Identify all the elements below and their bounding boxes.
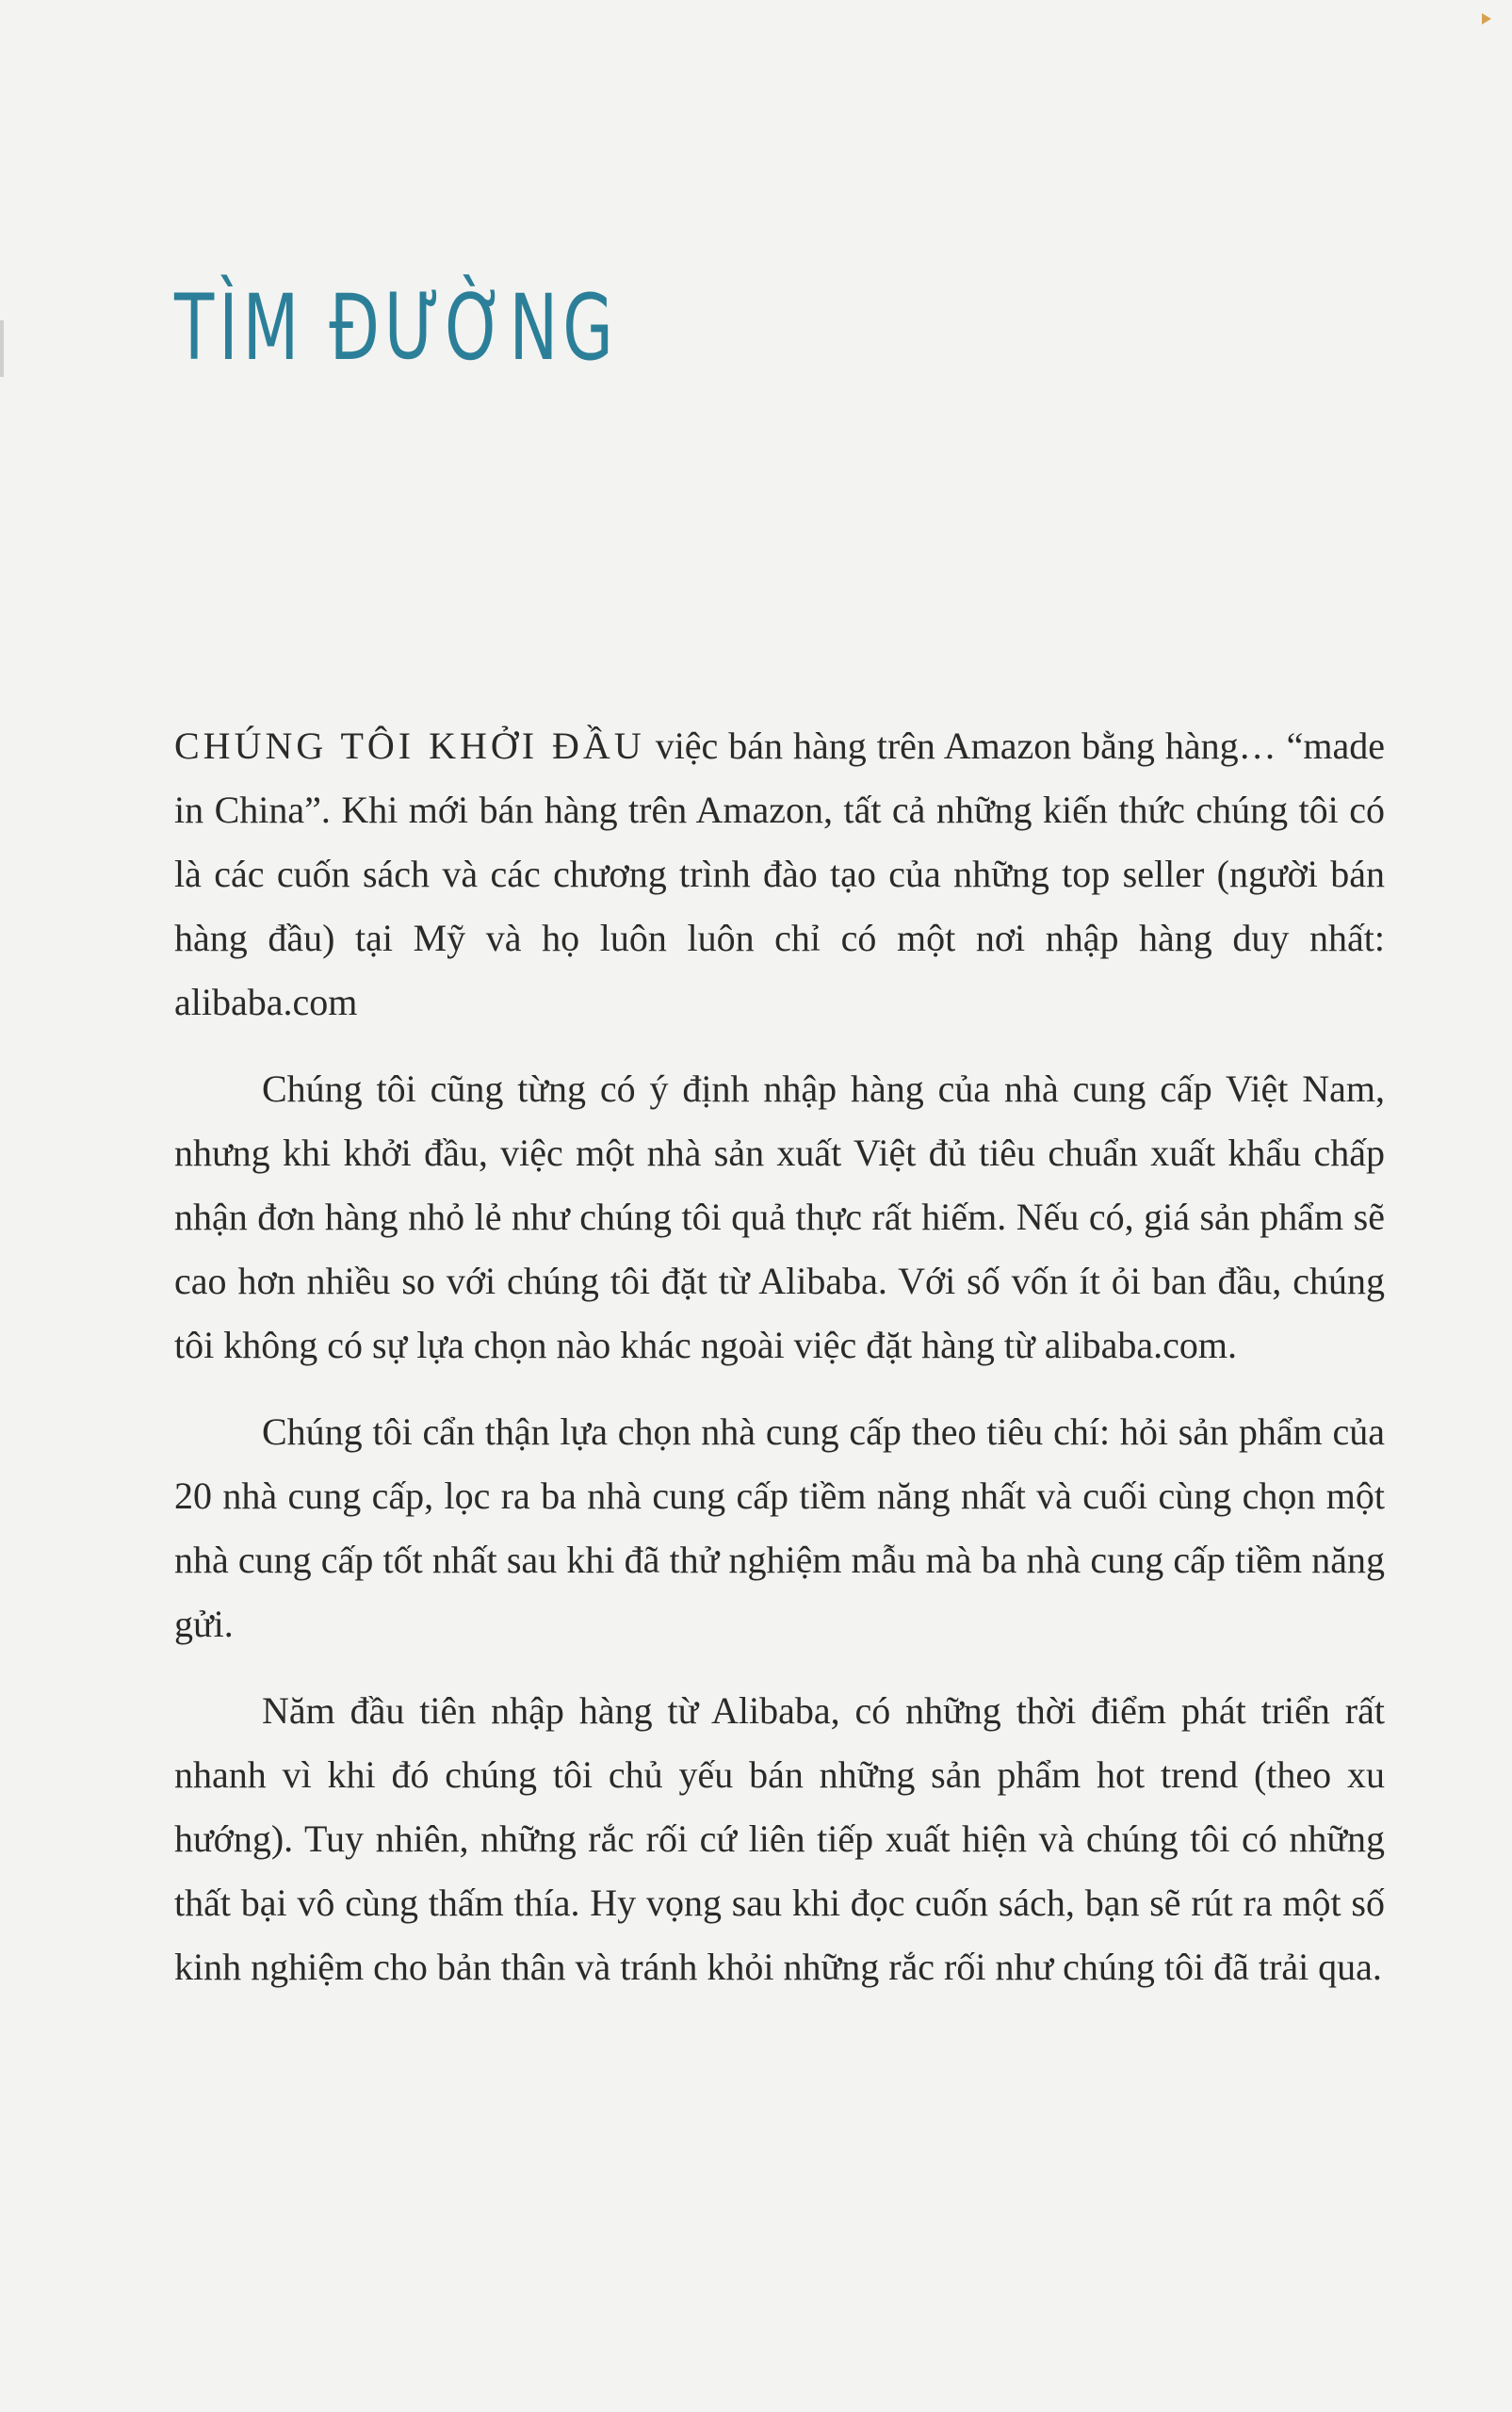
paragraph-4: Năm đầu tiên nhập hàng từ Alibaba, có những thời điểm phát triển rất nhanh vì khi đó chúng tôi chủ yếu bán những sản phẩm hot trend (theo xu hướng). Tuy nhiên, những rắc rối cứ liên tiếp xuất hiện và chúng tôi có những thất bại vô cùng thấm thía. Hy vọng sau khi đọc cuốn sách, bạn sẽ rút ra một số kinh nghiệm cho bản thân và tránh khỏi những rắc rối như chúng tôi đã trải qua.: [174, 1689, 1385, 1988]
paragraph-2: Chúng tôi cũng từng có ý định nhập hàng của nhà cung cấp Việt Nam, nhưng khi khởi đầu, việc một nhà sản xuất Việt đủ tiêu chuẩn xuất khẩu chấp nhận đơn hàng nhỏ lẻ như chúng tôi quả thực rất hiếm. Nếu có, giá sản phẩm sẽ cao hơn nhiều so với chúng tôi đặt từ Alibaba. Với số vốn ít ỏi ban đầu, chúng tôi không có sự lựa chọn nào khác ngoài việc đặt hàng từ alibaba.com.: [174, 1067, 1385, 1366]
corner-marker-icon: [1482, 13, 1491, 24]
lead-in-small-caps: CHÚNG TÔI KHỞI ĐẦU: [174, 725, 645, 767]
paragraph-1-text: việc bán hàng trên Amazon bằng hàng… “made in China”. Khi mới bán hàng trên Amazon, tất cả những kiến thức chúng tôi có là các cuốn sách và các chương trình đào tạo của những top seller (người bán hàng đầu) tại Mỹ và họ luôn luôn chỉ có một nơi nhập hàng duy nhất: alibaba.com: [174, 725, 1386, 1023]
chapter-title: TÌM ĐƯỜNG: [174, 275, 618, 381]
chapter-body: [174, 714, 1385, 1999]
page-edge-mark: [0, 320, 4, 377]
paragraph-3: Chúng tôi cẩn thận lựa chọn nhà cung cấp theo tiêu chí: hỏi sản phẩm của 20 nhà cung cấp, lọc ra ba nhà cung cấp tiềm năng nhất và cuối cùng chọn một nhà cung cấp tốt nhất sau khi đã thử nghiệm mẫu mà ba nhà cung cấp tiềm năng gửi.: [174, 1410, 1385, 1645]
paragraph-1: [174, 714, 1385, 1035]
